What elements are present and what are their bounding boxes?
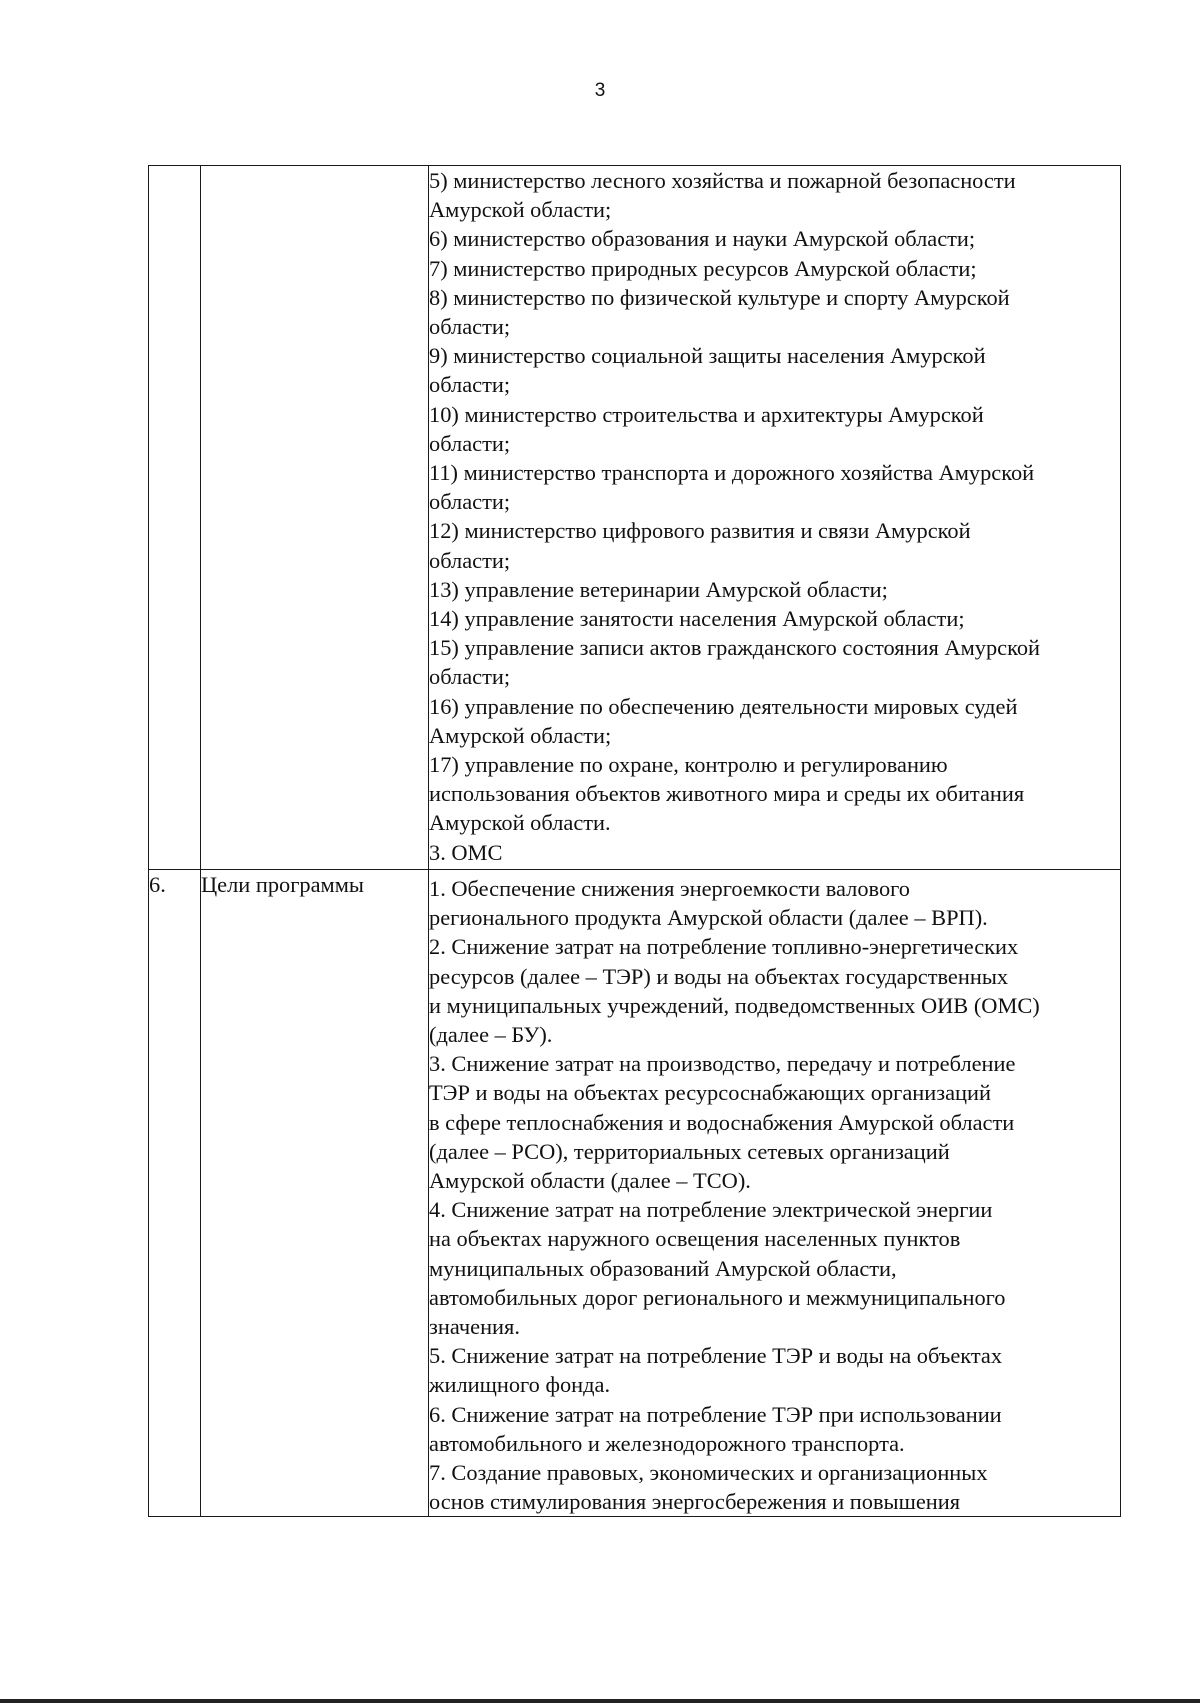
content-line: значения. — [429, 1314, 520, 1340]
content-line: 14) управление занятости населения Амурской области; — [429, 606, 965, 632]
content-line: 9) министерство социальной защиты населения Амурской — [429, 343, 986, 369]
row-number-cell: 6. — [149, 870, 201, 1517]
content-line: (далее – РСО), территориальных сетевых организаций — [429, 1138, 950, 1164]
table-row — [149, 166, 1121, 870]
program-passport-table — [148, 165, 1121, 1517]
content-line: области; — [429, 314, 511, 340]
content-line: 16) управление по обеспечению деятельности мировых судей — [429, 693, 1018, 719]
content-line: 2. Снижение затрат на потребление топливно-энергетических — [429, 934, 1019, 960]
content-line: жилищного фонда. — [429, 1372, 611, 1398]
content-line: 7. Создание правовых, экономических и организационных — [429, 1460, 988, 1486]
content-line: на объектах наружного освещения населенных пунктов — [429, 1226, 961, 1252]
content-line: 4. Снижение затрат на потребление электрической энергии — [429, 1197, 993, 1223]
content-line: 11) министерство транспорта и дорожного хозяйства Амурской — [429, 460, 1035, 486]
content-line: 12) министерство цифрового развития и связи Амурской — [429, 518, 971, 544]
content-line: области; — [429, 489, 511, 515]
content-line: 5) министерство лесного хозяйства и пожарной безопасности — [429, 168, 1016, 193]
content-line: области; — [429, 547, 511, 573]
content-line: Амурской области; — [429, 722, 612, 748]
content-line: 3. ОМС — [429, 839, 503, 865]
content-line: (далее – БУ). — [429, 1022, 553, 1048]
content-line: области; — [429, 372, 511, 398]
page-number: 3 — [594, 80, 606, 101]
scan-edge-rule — [0, 1699, 1200, 1703]
row-number-cell — [149, 166, 201, 870]
content-line: автомобильных дорог регионального и межмуниципального — [429, 1284, 1006, 1310]
content-line: автомобильного и железнодорожного транспорта. — [429, 1430, 905, 1456]
content-line: области; — [429, 664, 511, 690]
content-line: 8) министерство по физической культуре и спорту Амурской — [429, 284, 1010, 310]
content-line: и муниципальных учреждений, подведомственных ОИВ (ОМС) — [429, 992, 1040, 1018]
content-line: 17) управление по охране, контролю и регулированию — [429, 752, 948, 778]
content-line: 10) министерство строительства и архитектуры Амурской — [429, 401, 984, 427]
content-line: регионального продукта Амурской области (далее – ВРП). — [429, 905, 988, 931]
content-line: 3. Снижение затрат на производство, передачу и потребление — [429, 1051, 1016, 1077]
content-line: ТЭР и воды на объектах ресурсоснабжающих организаций — [429, 1080, 991, 1106]
content-line: муниципальных образований Амурской области, — [429, 1255, 897, 1281]
content-line: ресурсов (далее – ТЭР) и воды на объектах государственных — [429, 963, 1009, 989]
content-line: 6. Снижение затрат на потребление ТЭР при использовании — [429, 1401, 1002, 1427]
row-label-cell — [201, 166, 429, 870]
content-line: в сфере теплоснабжения и водоснабжения Амурской области — [429, 1109, 1015, 1135]
row-content-cell — [429, 166, 1121, 870]
content-line: 13) управление ветеринарии Амурской области; — [429, 576, 888, 602]
content-line: 15) управление записи актов гражданского состояния Амурской — [429, 635, 1041, 661]
content-line: 7) министерство природных ресурсов Амурской области; — [429, 255, 977, 281]
row-label-cell: Цели программы — [201, 870, 429, 1517]
content-line: Амурской области (далее – ТСО). — [429, 1168, 751, 1194]
content-line: основ стимулирования энергосбережения и повышения — [429, 1489, 961, 1515]
content-line: Амурской области; — [429, 197, 612, 223]
content-line: 6) министерство образования и науки Амурской области; — [429, 226, 976, 252]
table-row — [149, 870, 1121, 1517]
row-content-cell — [429, 870, 1121, 1517]
content-line: 5. Снижение затрат на потребление ТЭР и воды на объектах — [429, 1343, 1003, 1369]
content-line: 1. Обеспечение снижения энергоемкости валового — [429, 876, 910, 901]
content-line: области; — [429, 430, 511, 456]
content-line: Амурской области. — [429, 810, 611, 836]
content-line: использования объектов животного мира и среды их обитания — [429, 781, 1025, 807]
